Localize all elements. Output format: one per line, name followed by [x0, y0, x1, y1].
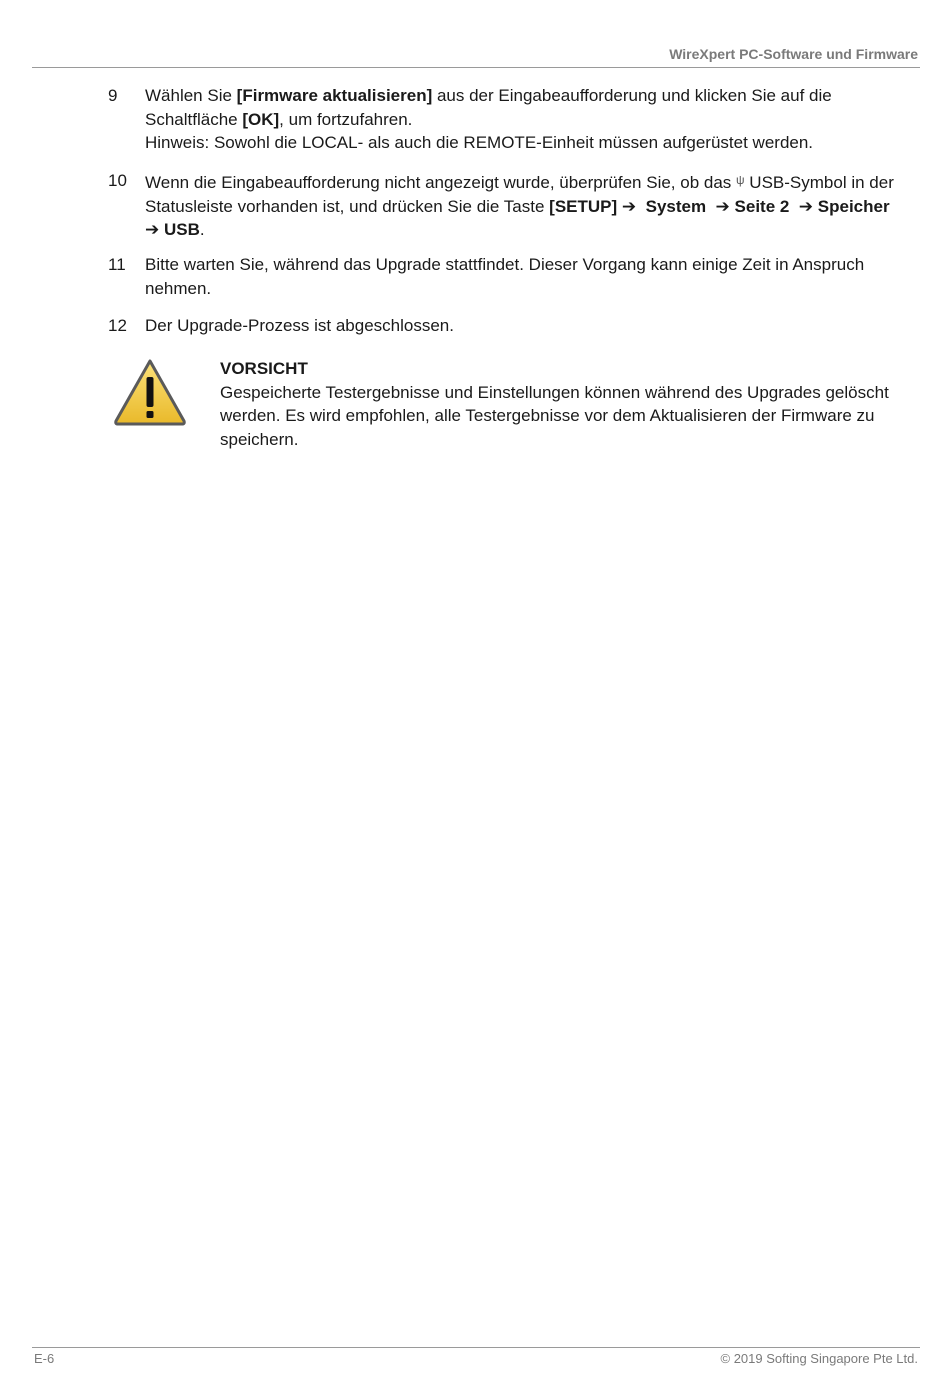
step-number: 12 — [108, 316, 127, 335]
step-number: 9 — [108, 86, 118, 105]
ok-button-label: [OK] — [242, 109, 280, 129]
step-text: , um fortzufahren. — [279, 109, 413, 129]
step-11 — [108, 253, 918, 300]
arrow-icon: ➔ — [798, 196, 814, 216]
page-number: E-6 — [34, 1351, 55, 1366]
usb-icon: ψ — [736, 173, 745, 187]
setup-key-label: [SETUP] — [549, 196, 618, 216]
step-text: aus der Eingabeaufforderung und klicken Sie auf die Schaltfläche — [145, 86, 832, 129]
menu-option: [Firmware aktualisieren] — [236, 86, 433, 105]
arrow-icon: ➔ — [145, 220, 160, 239]
caution-text: Gespeicherte Testergebnisse und Einstellungen können während des Upgrades gelöscht werden. Es wird empfohlen, alle Testergebnisse vor dem Aktualisieren der Firmware zu speichern. — [220, 382, 889, 449]
copyright: © 2019 Softing Singapore Pte Ltd. — [720, 1351, 918, 1366]
caution-notice — [220, 357, 900, 451]
footer-divider — [32, 1347, 920, 1348]
step-text: . — [199, 220, 205, 239]
step-text: Bitte warten Sie, während das Upgrade stattfindet. Dieser Vorgang kann einige Zeit in Anspruch nehmen. — [145, 255, 865, 298]
step-number: 11 — [108, 255, 126, 274]
step-10 — [108, 169, 918, 242]
warning-icon — [112, 357, 188, 427]
running-header: WireXpert PC-Software und Firmware — [669, 46, 918, 62]
caution-title: VORSICHT — [220, 359, 308, 378]
step-9 — [108, 84, 918, 155]
header-divider — [32, 67, 920, 68]
step-text: Wenn die Eingabeaufforderung nicht angezeigt wurde, überprüfen Sie, ob das — [145, 173, 737, 192]
arrow-icon: ➔ — [621, 196, 637, 216]
arrow-icon: ➔ — [715, 196, 730, 216]
step-text: Der Upgrade-Prozess ist abgeschlossen. — [145, 316, 454, 335]
menu-path-usb: USB — [163, 220, 200, 239]
menu-path-storage: Speicher — [817, 196, 890, 216]
step-text: USB-Symbol in der Statusleiste vorhanden ist, und drücken Sie die Taste — [145, 173, 894, 216]
menu-path-system: System — [645, 196, 707, 216]
step-number: 10 — [108, 171, 127, 190]
step-text: Wählen Sie — [145, 86, 237, 105]
step-note: Hinweis: Sowohl die LOCAL- als auch die REMOTE-Einheit müssen aufgerüstet werden. — [145, 133, 814, 152]
menu-path-page: Seite 2 — [734, 196, 790, 216]
step-12 — [108, 314, 918, 338]
